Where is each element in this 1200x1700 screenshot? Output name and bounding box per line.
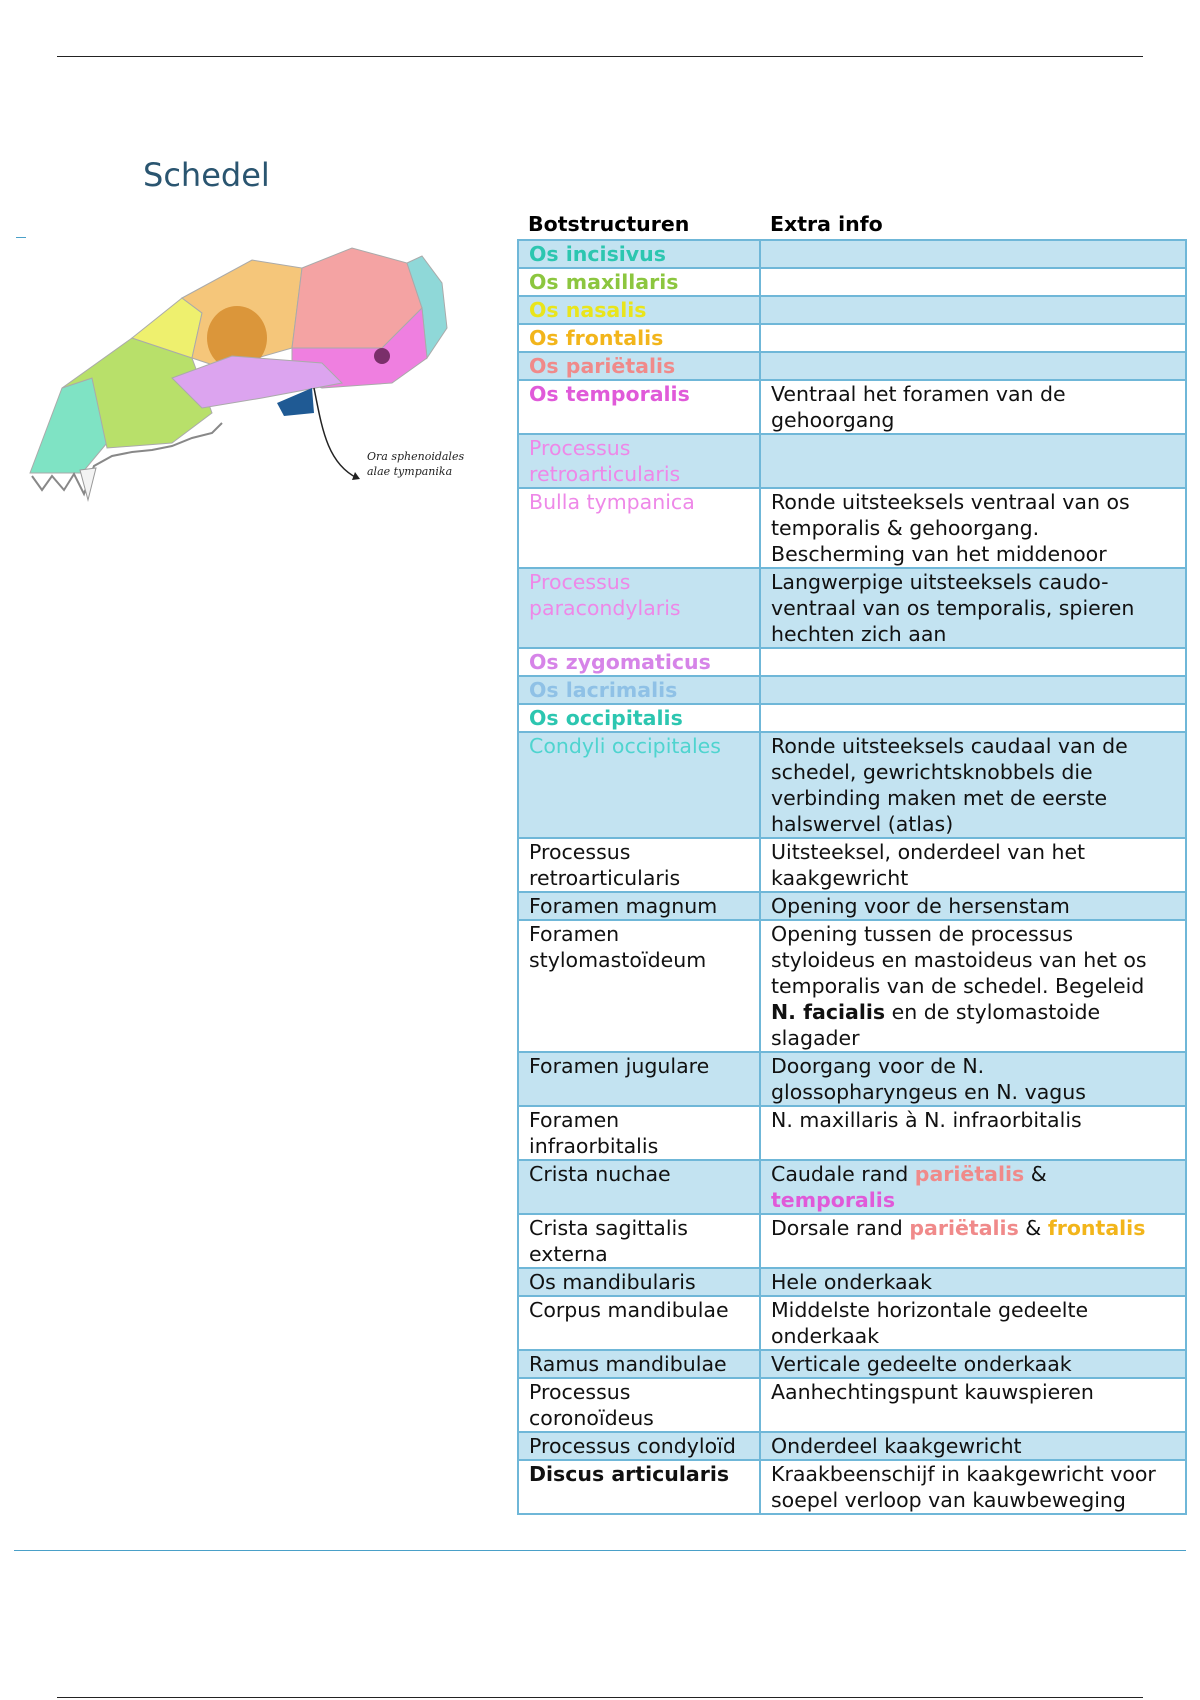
table-row	[518, 1160, 1186, 1214]
info-text: Dorsale rand	[771, 1216, 910, 1240]
bone-info: Ronde uitsteeksels ventraal van os temporalis & gehoorgang. Bescherming van het middenoor	[760, 488, 1186, 568]
table-row	[518, 434, 1186, 488]
bone-name: Processus retroarticularis	[518, 434, 760, 488]
bone-info	[760, 352, 1186, 380]
annotation-line-2: alae tympanika	[367, 465, 453, 478]
section-end-rule	[14, 1550, 1186, 1551]
bone-info	[760, 268, 1186, 296]
bone-name: Foramen jugulare	[518, 1052, 760, 1106]
table-row	[518, 1106, 1186, 1160]
table-row	[518, 1268, 1186, 1296]
bone-info	[760, 704, 1186, 732]
table-row	[518, 1350, 1186, 1378]
bone-info: Opening voor de hersenstam	[760, 892, 1186, 920]
table-row	[518, 648, 1186, 676]
bone-info	[760, 676, 1186, 704]
bone-info	[760, 920, 1186, 1052]
bone-structures-table	[517, 208, 1187, 1515]
bone-info	[760, 648, 1186, 676]
table-row	[518, 568, 1186, 648]
info-bold-nerve: N. facialis	[771, 1000, 886, 1024]
table-row	[518, 268, 1186, 296]
bone-name: Crista sagittalis externa	[518, 1214, 760, 1268]
bone-info	[760, 324, 1186, 352]
bone-name: Bulla tympanica	[518, 488, 760, 568]
bone-name: Os zygomaticus	[518, 648, 760, 676]
bone-name: Os mandibularis	[518, 1268, 760, 1296]
table-row	[518, 892, 1186, 920]
table-row	[518, 380, 1186, 434]
bone-name: Processus coronoïdeus	[518, 1378, 760, 1432]
annotation-line-1: Ora sphenoidales	[367, 450, 465, 463]
table-row	[518, 1052, 1186, 1106]
info-text: &	[1024, 1162, 1047, 1186]
bone-name: Discus articularis	[518, 1460, 760, 1514]
info-text: en de stylomastoide slagader	[771, 1000, 1101, 1050]
footer-rule	[57, 1697, 1143, 1698]
bone-name: Os lacrimalis	[518, 676, 760, 704]
info-text: Caudale rand	[771, 1162, 915, 1186]
bone-info: Ronde uitsteeksels caudaal van de schedel, gewrichtsknobbels die verbinding maken met de eerste halswervel (atlas)	[760, 732, 1186, 838]
bone-info: Kraakbeenschijf in kaakgewricht voor soepel verloop van kauwbeweging	[760, 1460, 1186, 1514]
bone-name: Os occipitalis	[518, 704, 760, 732]
table-row	[518, 1432, 1186, 1460]
page-title: Schedel	[143, 156, 270, 194]
info-text: &	[1018, 1216, 1048, 1240]
bone-name: Condyli occipitales	[518, 732, 760, 838]
bone-info	[760, 1214, 1186, 1268]
header-rule	[57, 56, 1143, 57]
table-row	[518, 324, 1186, 352]
bone-name: Foramen magnum	[518, 892, 760, 920]
table-row	[518, 732, 1186, 838]
info-text: Opening tussen de processus styloideus en mastoideus van het os temporalis van de schedel. Begeleid	[771, 922, 1147, 998]
info-colored-term: pariëtalis	[914, 1162, 1025, 1186]
bone-name: Processus paracondylaris	[518, 568, 760, 648]
bone-name: Foramen stylomastoïdeum	[518, 920, 760, 1052]
bone-info	[760, 296, 1186, 324]
table-row	[518, 704, 1186, 732]
table-row	[518, 1214, 1186, 1268]
table-row	[518, 488, 1186, 568]
bone-name: Os pariëtalis	[518, 352, 760, 380]
bone-name: Corpus mandibulae	[518, 1296, 760, 1350]
table-row	[518, 352, 1186, 380]
bone-info: Aanhechtingspunt kauwspieren	[760, 1378, 1186, 1432]
bone-info	[760, 1160, 1186, 1214]
bone-info: Ventraal het foramen van de gehoorgang	[760, 380, 1186, 434]
bone-info	[760, 434, 1186, 488]
table-header-row	[518, 208, 1186, 240]
info-colored-term: pariëtalis	[909, 1216, 1019, 1240]
skull-illustration	[22, 238, 512, 518]
table-row	[518, 1460, 1186, 1514]
bone-name: Os nasalis	[518, 296, 760, 324]
bone-name: Foramen infraorbitalis	[518, 1106, 760, 1160]
table-row	[518, 676, 1186, 704]
bone-name: Os maxillaris	[518, 268, 760, 296]
info-colored-term: temporalis	[771, 1188, 896, 1212]
dog-skull-drawing	[22, 238, 512, 518]
bone-info	[760, 240, 1186, 268]
bone-info: Doorgang voor de N. glossopharyngeus en N. vagus	[760, 1052, 1186, 1106]
bone-name: Os frontalis	[518, 324, 760, 352]
table-row	[518, 240, 1186, 268]
bone-name: Os temporalis	[518, 380, 760, 434]
header-extra-info: Extra info	[770, 212, 883, 236]
bone-name: Processus retroarticularis	[518, 838, 760, 892]
info-colored-term: frontalis	[1047, 1216, 1146, 1240]
bone-info: Uitsteeksel, onderdeel van het kaakgewricht	[760, 838, 1186, 892]
table-row	[518, 838, 1186, 892]
bone-info: N. maxillaris à N. infraorbitalis	[760, 1106, 1186, 1160]
bone-info: Langwerpige uitsteeksels caudo-ventraal van os temporalis, spieren hechten zich aan	[760, 568, 1186, 648]
bone-info: Hele onderkaak	[760, 1268, 1186, 1296]
header-botstructuren: Botstructuren	[528, 212, 690, 236]
bone-name: Crista nuchae	[518, 1160, 760, 1214]
bone-name: Processus condyloïd	[518, 1432, 760, 1460]
table-row	[518, 920, 1186, 1052]
table-row	[518, 1378, 1186, 1432]
bone-name: Ramus mandibulae	[518, 1350, 760, 1378]
table-row	[518, 1296, 1186, 1350]
bone-info: Middelste horizontale gedeelte onderkaak	[760, 1296, 1186, 1350]
bone-info: Onderdeel kaakgewricht	[760, 1432, 1186, 1460]
bone-name: Os incisivus	[518, 240, 760, 268]
table-row	[518, 296, 1186, 324]
bone-info: Verticale gedeelte onderkaak	[760, 1350, 1186, 1378]
